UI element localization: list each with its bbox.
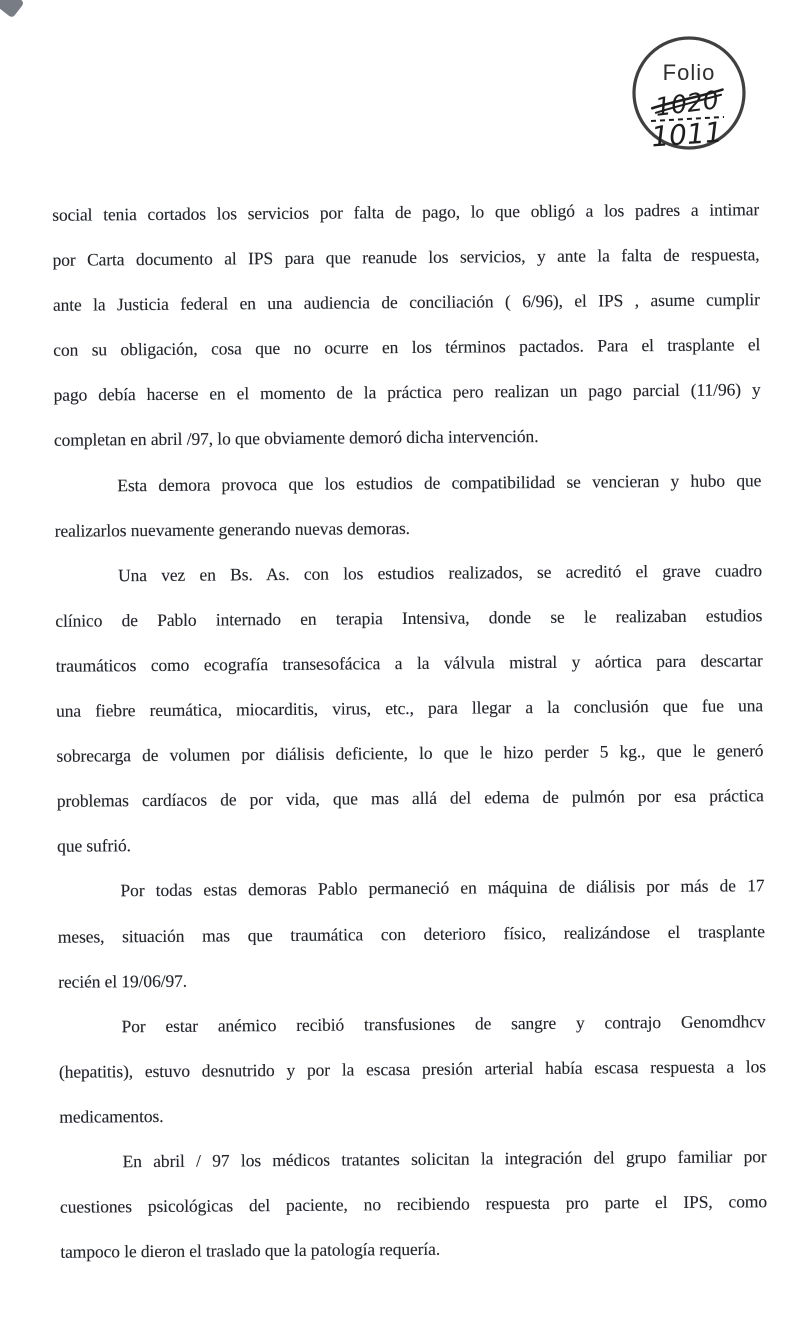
text-line: problemas cardíacos de por vida, que mas allá del edema de pulmón por esa práctica	[56, 785, 764, 811]
text-line: que sufrió.	[57, 835, 131, 857]
text-line: recién el 19/06/97.	[58, 970, 188, 992]
svg-text:1020: 1020	[653, 85, 721, 122]
stamp-folio-label: Folio	[662, 60, 716, 85]
text-line: pago debía hacerse en el momento de la práctica pero realizan un pago parcial (11/96) y	[53, 379, 761, 406]
text-line: Por todas estas demoras Pablo permaneció en máquina de diálisis por más de 17	[120, 875, 765, 901]
text-line: social tenia cortados los servicios por falta de pago, lo que obligó a los padres a intimar	[52, 199, 760, 225]
text-line: Esta demora provoca que los estudios de compatibilidad se vencieran y hubo que	[117, 469, 762, 495]
text-line: una fiebre reumática, miocarditis, virus, etc., para llegar a la conclusión que fue una	[56, 695, 764, 721]
text-line: completan en abril /97, lo que obviamente demoró dicha intervención.	[53, 426, 539, 451]
text-line: traumáticos como ecografía transesofácica a la válvula mistral y aórtica para descartar	[55, 650, 763, 676]
text-line: con su obligación, cosa que no ocurre en los términos pactados. Para el trasplante el	[53, 334, 761, 361]
text-line: ante la Justicia federal en una audiencia de conciliación ( 6/96), el IPS , asume cumplir	[52, 289, 760, 315]
text-line: tampoco le dieron el traslado que la patología requería.	[60, 1238, 441, 1262]
folio-stamp	[630, 30, 750, 156]
text-line: realizarlos nuevamente generando nuevas demoras.	[54, 517, 410, 541]
text-line: cuestiones psicológicas del paciente, no recibiendo respuesta pro parte el IPS, como	[59, 1191, 768, 1217]
text-line: meses, situación mas que traumática con deterioro físico, realizándose el trasplante	[57, 920, 765, 947]
text-line: medicamentos.	[59, 1105, 164, 1127]
text-line: (hepatitis), estuvo desnutrido y por la escasa presión arterial había escasa respuesta a los	[58, 1055, 766, 1082]
stamp-current-number: 1011	[650, 115, 724, 154]
text-line: En abril / 97 los médicos tratantes solicitan la integración del grupo familiar por	[122, 1146, 767, 1172]
document-text	[52, 187, 767, 1275]
text-line: por Carta documento al IPS para que reanude los servicios, y ante la falta de respuesta,	[52, 244, 760, 270]
text-line: clínico de Pablo internado en terapia Intensiva, donde se le realizaban estudios	[55, 605, 763, 631]
scan-corner-artifact	[0, 0, 25, 18]
text-line: Una vez en Bs. As. con los estudios realizados, se acreditó el grave cuadro	[117, 559, 763, 586]
text-line: sobrecarga de volumen por diálisis deficiente, lo que le hizo perder 5 kg., que le generó	[56, 740, 764, 766]
text-line: Por estar anémico recibió transfusiones de sangre y contrajo Genomdhcv	[121, 1010, 766, 1036]
